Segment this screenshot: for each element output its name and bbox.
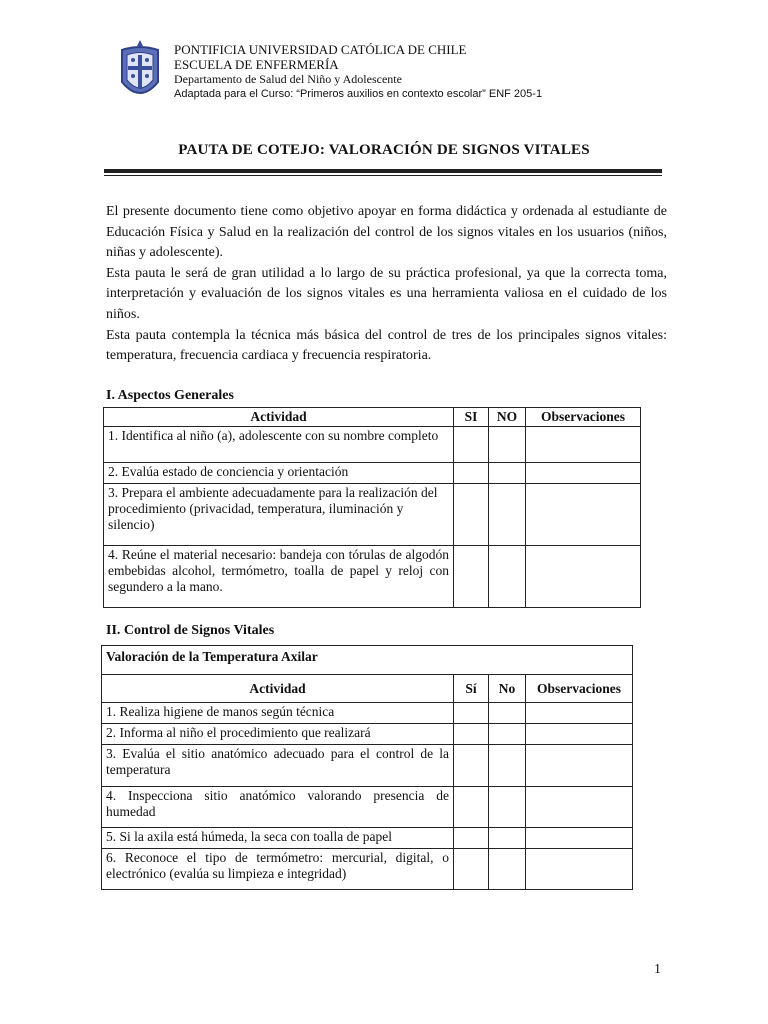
title-divider-thick: [104, 169, 662, 173]
yes-cell[interactable]: [454, 849, 489, 890]
activity-cell: 2. Informa al niño el procedimiento que realizará: [102, 724, 454, 745]
intro-paragraph-3: Esta pauta contempla la técnica más básica del control de tres de los principales signos vitales: temperatura, frecuencia cardiaca y frecuencia respiratoria.: [106, 327, 667, 364]
no-cell[interactable]: [489, 828, 526, 849]
table-row: [102, 724, 633, 745]
observations-cell[interactable]: [526, 703, 633, 724]
activity-cell: 1. Realiza higiene de manos según técnica: [102, 703, 454, 724]
observations-cell[interactable]: [526, 546, 641, 608]
intro-paragraph-1: El presente documento tiene como objetivo apoyar en forma didáctica y ordenada al estudiante de Educación Física y Salud en la realización del control de los signos vitales en los usuarios (niños, niñas y adolescente).: [106, 204, 667, 261]
yes-cell[interactable]: [454, 828, 489, 849]
course-line: Adaptada para el Curso: “Primeros auxilios en contexto escolar” ENF 205-1: [174, 88, 543, 100]
table-caption-row: [102, 646, 633, 675]
university-name: PONTIFICIA UNIVERSIDAD CATÓLICA DE CHILE: [174, 42, 467, 57]
activity-cell: 2. Evalúa estado de conciencia y orientación: [104, 463, 454, 484]
table-row: [104, 546, 641, 608]
yes-cell[interactable]: [454, 787, 489, 828]
table-row: [102, 787, 633, 828]
activity-cell: 3. Prepara el ambiente adecuadamente para la realización del procedimiento (privacidad, temperatura, iluminación y silencio): [104, 484, 454, 546]
no-cell[interactable]: [489, 724, 526, 745]
column-header-observations: Observaciones: [526, 675, 633, 703]
column-header-observations: Observaciones: [526, 408, 641, 427]
activity-cell: 3. Evalúa el sitio anatómico adecuado para el control de la temperatura: [102, 745, 454, 787]
observations-cell[interactable]: [526, 427, 641, 463]
section-1-title: I. Aspectos Generales: [106, 388, 234, 403]
temperature-table: [101, 645, 633, 890]
activity-cell: 4. Inspecciona sitio anatómico valorando presencia de humedad: [102, 787, 454, 828]
table-header-row: [104, 408, 641, 427]
column-header-yes: SI: [454, 408, 489, 427]
observations-cell[interactable]: [526, 724, 633, 745]
yes-cell[interactable]: [454, 724, 489, 745]
no-cell[interactable]: [489, 427, 526, 463]
table-row: [102, 703, 633, 724]
table-caption: Valoración de la Temperatura Axilar: [102, 646, 633, 675]
yes-cell[interactable]: [454, 463, 489, 484]
department-name: Departamento de Salud del Niño y Adolescente: [174, 72, 402, 86]
table-row: [102, 745, 633, 787]
no-cell[interactable]: [489, 484, 526, 546]
table-row: [104, 427, 641, 463]
table-row: [104, 463, 641, 484]
column-header-activity: Actividad: [102, 675, 454, 703]
document-header: [116, 38, 716, 110]
activity-cell: 1. Identifica al niño (a), adolescente con su nombre completo: [104, 427, 454, 463]
column-header-yes: Sí: [454, 675, 489, 703]
yes-cell[interactable]: [454, 546, 489, 608]
table-row: [104, 484, 641, 546]
page-number: 1: [654, 962, 661, 977]
table-header-row: [102, 675, 633, 703]
section-2-title: II. Control de Signos Vitales: [106, 623, 275, 638]
no-cell[interactable]: [489, 463, 526, 484]
observations-cell[interactable]: [526, 828, 633, 849]
university-seal-icon: [116, 38, 164, 106]
no-cell[interactable]: [489, 787, 526, 828]
observations-cell[interactable]: [526, 484, 641, 546]
intro-paragraph-2: Esta pauta le será de gran utilidad a lo largo de su práctica profesional, ya que la correcta toma, interpretación y evaluación de los signos vitales es una herramienta valiosa en el cuidado de los niños.: [106, 265, 667, 322]
school-name: ESCUELA DE ENFERMERÍA: [174, 57, 339, 72]
no-cell[interactable]: [489, 546, 526, 608]
column-header-activity: Actividad: [104, 408, 454, 427]
yes-cell[interactable]: [454, 484, 489, 546]
observations-cell[interactable]: [526, 745, 633, 787]
column-header-no: NO: [489, 408, 526, 427]
observations-cell[interactable]: [526, 849, 633, 890]
yes-cell[interactable]: [454, 745, 489, 787]
intro-text: [106, 202, 667, 367]
no-cell[interactable]: [489, 849, 526, 890]
yes-cell[interactable]: [454, 703, 489, 724]
document-title: PAUTA DE COTEJO: VALORACIÓN DE SIGNOS VITALES: [178, 142, 590, 158]
column-header-no: No: [489, 675, 526, 703]
no-cell[interactable]: [489, 703, 526, 724]
table-row: [102, 849, 633, 890]
title-divider-thin: [104, 175, 662, 176]
observations-cell[interactable]: [526, 463, 641, 484]
activity-cell: 5. Si la axila está húmeda, la seca con toalla de papel: [102, 828, 454, 849]
observations-cell[interactable]: [526, 787, 633, 828]
activity-cell: 4. Reúne el material necesario: bandeja con tórulas de algodón embebidas alcohol, termómetro, toalla de papel y reloj con segundero a la mano.: [104, 546, 454, 608]
no-cell[interactable]: [489, 745, 526, 787]
table-row: [102, 828, 633, 849]
activity-cell: 6. Reconoce el tipo de termómetro: mercurial, digital, o electrónico (evalúa su limpieza e integridad): [102, 849, 454, 890]
yes-cell[interactable]: [454, 427, 489, 463]
general-aspects-table: [103, 407, 641, 608]
